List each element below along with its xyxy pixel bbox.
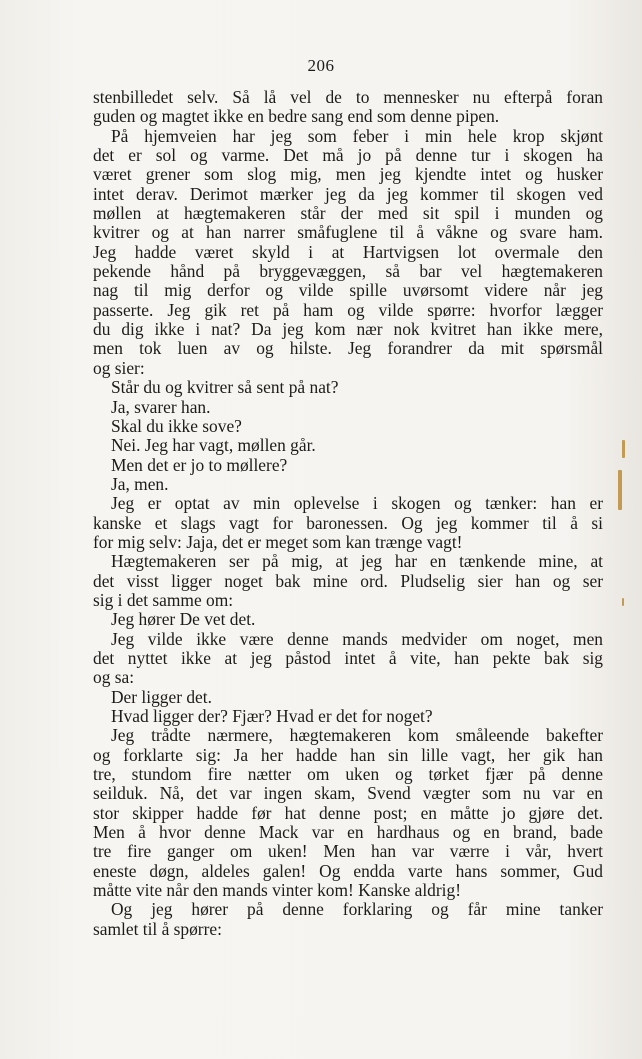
text-line: stor skipper hadde før hat denne post; en måtte jo gjøre det.: [93, 802, 603, 823]
text-line: Jeg trådte nærmere, hægtemakeren kom småleende bakefter: [111, 725, 603, 746]
text-line: Jeg er optat av min oplevelse i skogen og tænker: han er: [111, 493, 603, 514]
text-line: måtte vite når den mands vinter kom! Kanske aldrig!: [93, 880, 461, 901]
text-line: nag til mig derfor og vilde spille uvørsomt videre når jeg: [93, 280, 603, 301]
text-line: Og jeg hører på denne forklaring og får mine tanker: [111, 899, 603, 920]
text-line: sig i det samme om:: [93, 589, 234, 610]
text-line: Ja, svarer han.: [111, 396, 211, 417]
text-line: Hvad ligger der? Fjær? Hvad er det for noget?: [111, 706, 433, 726]
text-line: samlet til å spørre:: [93, 918, 222, 939]
text-line: Skal du ikke sove?: [111, 415, 242, 436]
text-line: kanske et slags vagt for baronessen. Og jeg kommer til å si: [93, 512, 603, 533]
text-line: tre fire ganger om uken! Men han var værre i vår, hvert: [93, 841, 603, 862]
text-line: kvitrer og at han narrer småfuglene til å våkne og svare ham.: [93, 222, 603, 243]
text-line: været grener som slog mig, men jeg kjendte intet og husker: [93, 164, 603, 185]
text-line: Ja, men.: [111, 473, 169, 494]
text-line: passerte. Jeg gik ret på ham og vilde spørre: hvorfor lægger: [93, 299, 603, 320]
paper-edge-mark: [622, 440, 625, 458]
text-line: eneste døgn, aldeles galen! Og endda varte hans sommer, Gud: [93, 860, 603, 881]
body-text: [93, 88, 603, 939]
text-line: og sier:: [93, 357, 145, 378]
text-line: Men å hvor denne Mack var en hardhaus og en brand, bade: [93, 822, 603, 843]
text-line: men tok luen av og hilste. Jeg forandrer da mit spørsmål: [93, 338, 603, 359]
text-line: det nyttet ikke at jeg påstod intet å vite, han pekte bak sig: [93, 647, 603, 668]
text-line: stenbilledet selv. Så lå vel de to mennesker nu efterpå foran: [93, 87, 603, 107]
paper-edge-mark: [618, 470, 622, 510]
text-line: det er sol og varme. Det må jo på denne tur i skogen ha: [93, 145, 603, 166]
text-line: Nei. Jeg har vagt, møllen går.: [111, 435, 316, 456]
paper-edge-mark: [622, 598, 624, 606]
text-line: Men det er jo to møllere?: [111, 454, 288, 475]
text-line: På hjemveien har jeg som feber i min hele krop skjønt: [111, 125, 603, 146]
text-line: for mig selv: Jaja, det er meget som kan trænge vagt!: [93, 531, 463, 552]
text-line: guden og magtet ikke en bedre sang end som denne pipen.: [93, 106, 500, 127]
page-number: 206: [307, 56, 335, 75]
text-line: Jeg vilde ikke være denne mands medvider om noget, men: [111, 628, 603, 649]
text-line: Jeg hadde været skyld i at Hartvigsen lot overmale den: [93, 241, 603, 262]
text-line: pekende hånd på bryggevæggen, så bar vel hægtemakeren: [93, 261, 603, 282]
text-line: møllen at hægtemakeren står der med sit spil i munden og: [93, 203, 603, 224]
text-line: du dig ikke i nat? Da jeg kom nær nok kvitret han ikke mere,: [93, 319, 603, 340]
text-line: og forklarte sig: Ja her hadde han sin lille vagt, her gik han: [93, 744, 603, 765]
text-line: det visst ligger noget bak mine ord. Pludselig sier han og ser: [93, 570, 603, 591]
text-line: tre, stundom fire nætter om uken og tørket fjær på denne: [93, 764, 603, 785]
text-line: seilduk. Nå, det var ingen skam, Svend vægter som nu var en: [93, 783, 603, 804]
text-line: Jeg hører De vet det.: [111, 609, 256, 630]
text-line: og sa:: [93, 667, 135, 688]
text-line: intet derav. Derimot mærker jeg da jeg kommer til skogen ved: [93, 183, 603, 204]
text-line: Står du og kvitrer så sent på nat?: [111, 377, 339, 398]
text-line: Der ligger det.: [111, 686, 212, 707]
text-line: Hægtemakeren ser på mig, at jeg har en tænkende mine, at: [111, 551, 603, 572]
